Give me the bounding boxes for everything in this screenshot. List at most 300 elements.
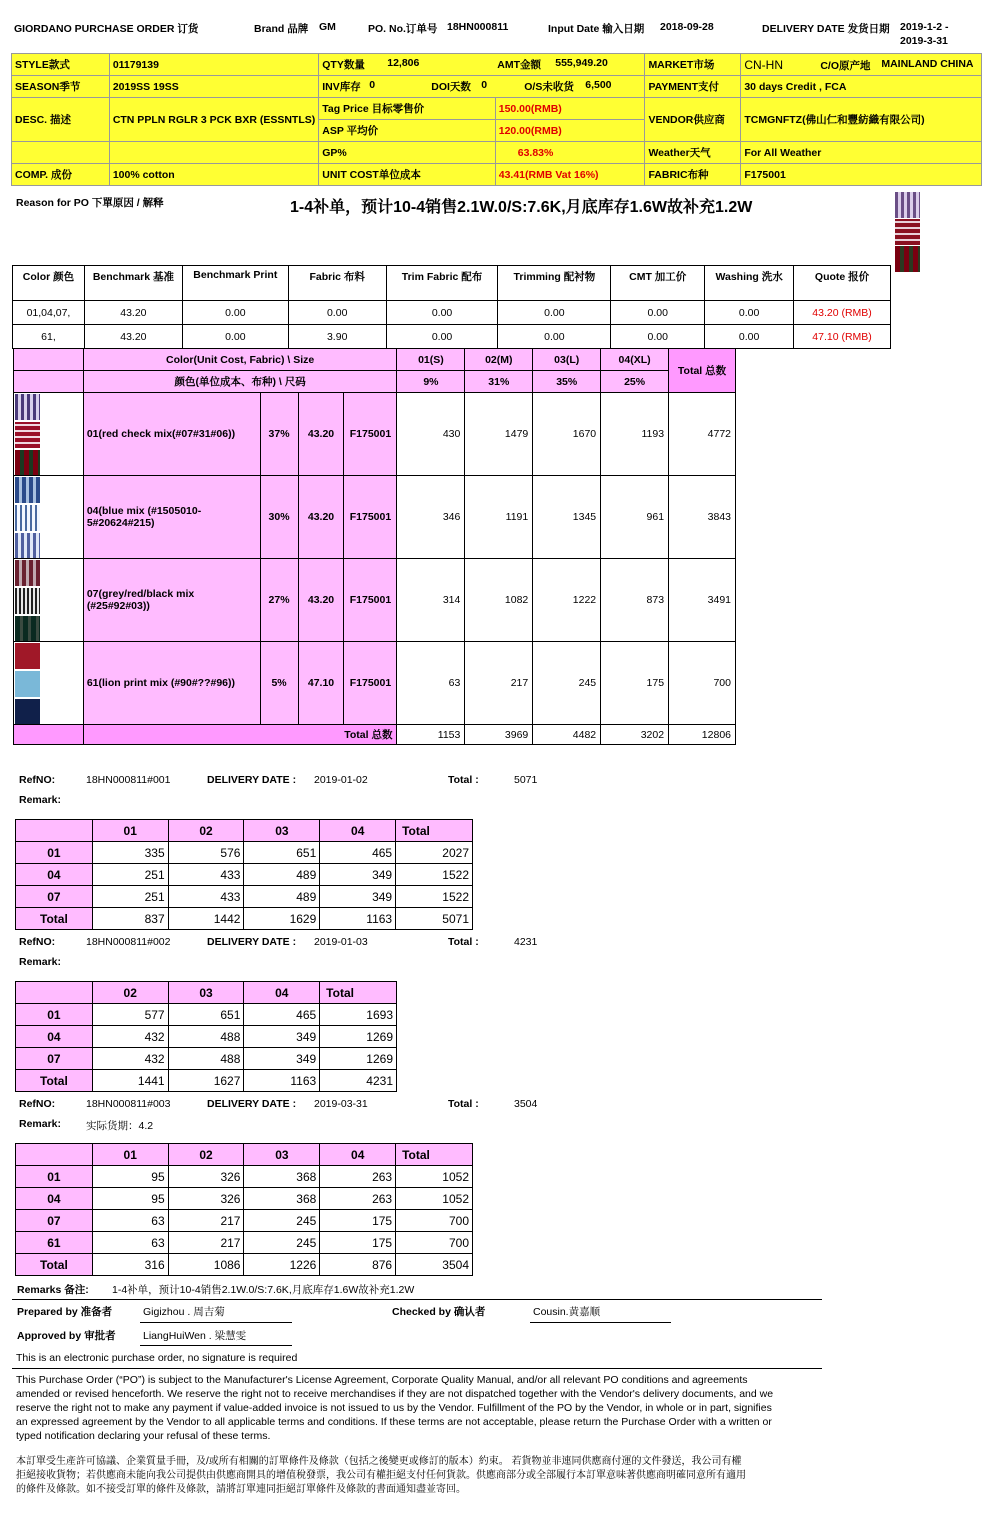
color-swatch-cell [14, 393, 84, 476]
qty-cell: 1191 [465, 476, 533, 559]
cell: 1086 [168, 1254, 244, 1276]
size-pct: 25% [601, 371, 669, 393]
reason-label: Reason for PO 下單原因 / 解释 [16, 197, 164, 209]
cost-header: Benchmark Print [182, 266, 288, 301]
col-header: 02 [92, 982, 168, 1004]
cell: 217 [168, 1232, 244, 1254]
qty-cell: 175 [601, 642, 669, 725]
cell: 433 [168, 886, 244, 908]
ref-001-table [15, 819, 473, 930]
qty-cell: 63 [397, 642, 465, 725]
row-label: 07 [16, 1048, 93, 1070]
cost-header: Quote 报价 [794, 266, 891, 301]
style-label: STYLE款式 [12, 54, 110, 76]
cell: 263 [320, 1166, 396, 1188]
cell: 63 [92, 1232, 168, 1254]
cell: 368 [244, 1188, 320, 1210]
ref-delivery-date: 2019-03-31 [314, 1098, 368, 1110]
terms-line: an expressed agreement by the Vendor to all applicable terms and conditions. If these terms are not acceptable, please return the Purchase Order with a written or [16, 1416, 772, 1428]
po-number-label: PO. No.订单号 [368, 23, 438, 35]
qty-cell: 1670 [533, 393, 601, 476]
cell: 1052 [396, 1166, 473, 1188]
table-row [16, 1210, 473, 1232]
table-row [16, 1048, 397, 1070]
col-header: Total [320, 982, 397, 1004]
cell: 700 [396, 1232, 473, 1254]
col-header: Total [396, 820, 473, 842]
amt-value: 555,949.20 [555, 57, 608, 69]
col-header: 01 [92, 1144, 168, 1166]
remark-label: Remark: [19, 1118, 62, 1130]
row-label: 07 [16, 886, 93, 908]
cell: 95 [92, 1188, 168, 1210]
cell: 245 [244, 1232, 320, 1254]
table-row [16, 1026, 397, 1048]
tag-price-value: 150.00(RMB) [495, 98, 645, 120]
qty-label: QTY数量 [322, 59, 365, 71]
swatch-red-print [15, 643, 40, 669]
size-pct: 9% [397, 371, 465, 393]
size-name: 03(L) [533, 349, 601, 371]
brand-label: Brand 品牌 [254, 23, 309, 35]
col-header: Total [396, 1144, 473, 1166]
cell: 3504 [396, 1254, 473, 1276]
color-swatch-cell [14, 476, 84, 559]
cell: 1269 [320, 1048, 397, 1070]
cell: 489 [244, 886, 320, 908]
asp-label: ASP 平均价 [319, 120, 496, 142]
row-label: 04 [16, 1188, 93, 1210]
po-title: GIORDANO PURCHASE ORDER 订货 [14, 23, 199, 35]
size-total-header: Total 总数 [669, 349, 736, 393]
os-label: O/S未收货 [524, 81, 574, 93]
swatch-dark-plaid [15, 450, 40, 475]
row-label: 04 [16, 1026, 93, 1048]
po-number: 18HN000811 [447, 21, 509, 33]
payment-value: 30 days Credit , FCA [741, 76, 982, 98]
color-name: 01(red check mix(#07#31#06)) [83, 393, 260, 476]
cell: 876 [320, 1254, 396, 1276]
cell: 63 [92, 1210, 168, 1232]
color-fabric: F175001 [344, 642, 397, 725]
cost-cell: 3.90 [288, 325, 386, 349]
refno: 18HN000811#002 [86, 936, 171, 948]
cost-table [12, 265, 891, 349]
col-header: 04 [244, 982, 320, 1004]
cost-cell: 43.20 [84, 301, 182, 325]
cell: 368 [244, 1166, 320, 1188]
cell: 326 [168, 1188, 244, 1210]
cell: 432 [92, 1026, 168, 1048]
quote-cell: 43.20 (RMB) [794, 301, 891, 325]
cost-cell: 0.00 [498, 325, 611, 349]
cell: 316 [92, 1254, 168, 1276]
qty-cell: 1082 [465, 559, 533, 642]
remark-label: Remark: [19, 956, 62, 968]
refno-label: RefNO: [19, 1098, 56, 1110]
size-total-label: Total 总数 [83, 725, 397, 745]
fabric-value: F175001 [741, 164, 982, 186]
qty-cell: 961 [601, 476, 669, 559]
cost-row [13, 325, 891, 349]
row-label: 01 [16, 1004, 93, 1026]
swatch-purple-check [15, 394, 40, 420]
row-label: 61 [16, 1232, 93, 1254]
cell: 1226 [244, 1254, 320, 1276]
cost-cell: 0.00 [386, 301, 498, 325]
amt-label: AMT金额 [497, 59, 541, 71]
swatch-blue-stripe [15, 477, 40, 503]
refno-label: RefNO: [19, 936, 56, 948]
doi-label: DOI天数 [431, 81, 471, 93]
terms-line: 拒絕接收貨物；若供應商未能向我公司提供由供應商開具的增值稅發票，我公司有權拒絕支付任何貨款。供應商部分或全部履行本訂單意味著供應商明確同意所有適用 [16, 1470, 746, 1481]
size-total: 4482 [533, 725, 601, 745]
ref-delivery-label: DELIVERY DATE : [207, 774, 297, 786]
color-cost: 43.20 [298, 559, 344, 642]
cost-cell: 0.00 [611, 301, 705, 325]
origin-value: MAINLAND CHINA [881, 57, 974, 70]
tag-price-label: Tag Price 目标零售价 [319, 98, 496, 120]
row-label: 01 [16, 842, 93, 864]
terms-line: typed notification declaring your refusal of these terms. [16, 1430, 271, 1442]
cell: 263 [320, 1188, 396, 1210]
swatch-dark-green [15, 616, 40, 641]
cost-cell: 0.00 [705, 325, 794, 349]
swatch-light-blue-stripe [15, 505, 40, 531]
table-row [16, 1166, 473, 1188]
fabric-label: FABRIC布种 [645, 164, 741, 186]
cell: 95 [92, 1166, 168, 1188]
checked-label: Checked by 确认者 [392, 1306, 486, 1318]
cell: 217 [168, 1210, 244, 1232]
refno: 18HN000811#001 [86, 774, 171, 786]
color-name: 07(grey/red/black mix (#25#92#03)) [83, 559, 260, 642]
col-header: 02 [168, 1144, 244, 1166]
divider [12, 1368, 822, 1369]
swatch-red-check [15, 422, 40, 448]
color-name: 61(lion print mix (#90#??#96)) [83, 642, 260, 725]
payment-label: PAYMENT支付 [645, 76, 741, 98]
size-name: 04(XL) [601, 349, 669, 371]
size-name: 02(M) [465, 349, 533, 371]
row-label: 01 [16, 1166, 93, 1188]
approved-by: LiangHuiWen . 梁慧雯 [143, 1330, 247, 1342]
cell: 577 [92, 1004, 168, 1026]
col-header: 02 [168, 820, 244, 842]
cost-cell: 0.00 [705, 301, 794, 325]
signature-line [140, 1322, 292, 1323]
ref-delivery-label: DELIVERY DATE : [207, 936, 297, 948]
signature-line [140, 1345, 292, 1346]
terms-en [16, 1373, 816, 1443]
desc-value: CTN PPLN RGLR 3 PCK BXR (ESSNTLS) [109, 98, 318, 142]
ref-delivery-label: DELIVERY DATE : [207, 1098, 297, 1110]
swatch-black-white [15, 588, 40, 614]
cost-cell: 0.00 [386, 325, 498, 349]
size-total: 1153 [397, 725, 465, 745]
qty-cell: 873 [601, 559, 669, 642]
swatch-dark-red-plaid [895, 246, 920, 272]
cell: 432 [92, 1048, 168, 1070]
size-head-en: Color(Unit Cost, Fabric) \ Size [83, 349, 397, 371]
refno: 18HN000811#003 [86, 1098, 171, 1110]
os-value: 6,500 [585, 79, 612, 91]
col-header: 01 [92, 820, 168, 842]
size-pct: 31% [465, 371, 533, 393]
table-row [16, 1188, 473, 1210]
prepared-label: Prepared by 准备者 [17, 1306, 113, 1318]
row-label: Total [16, 908, 93, 930]
input-date-label: Input Date 输入日期 [548, 23, 645, 35]
comp-label: COMP. 成份 [12, 164, 110, 186]
remark-label: Remark: [19, 794, 62, 806]
terms-line: 的條件及條款。如不接受訂單的條件及條款，請將訂單連同拒絕訂單條件及條款的書面通知盡並寄回。 [16, 1484, 466, 1495]
inv-value: 0 [369, 79, 376, 91]
cost-header: Benchmark 基准 [84, 266, 182, 301]
color-fabric: F175001 [344, 476, 397, 559]
color-pct: 5% [260, 642, 298, 725]
ref-delivery-date: 2019-01-03 [314, 936, 368, 948]
ref-total: 5071 [514, 774, 538, 786]
cost-cell: 01,04,07, [13, 301, 85, 325]
cell: 651 [168, 1004, 244, 1026]
brand-value: GM [319, 21, 336, 33]
color-swatch-cell [14, 559, 84, 642]
ref-total: 4231 [514, 936, 538, 948]
col-header: 03 [244, 820, 320, 842]
cost-row [13, 301, 891, 325]
color-cost: 43.20 [298, 393, 344, 476]
cell: 335 [92, 842, 168, 864]
color-pct: 27% [260, 559, 298, 642]
color-row [14, 393, 736, 476]
cell: 1269 [320, 1026, 397, 1048]
cell: 349 [244, 1048, 320, 1070]
input-date: 2018-09-28 [660, 21, 714, 33]
row-total: 700 [669, 642, 736, 725]
reason-text: 1-4补单，预计10-4销售2.1W.0/S:7.6K,月底库存1.6W故补充1.2W [290, 199, 753, 216]
cell: 1163 [320, 908, 396, 930]
size-total: 3969 [465, 725, 533, 745]
cell: 1522 [396, 886, 473, 908]
cell: 837 [92, 908, 168, 930]
table-row [16, 886, 473, 908]
unit-cost-value: 43.41(RMB Vat 16%) [495, 164, 645, 186]
quote-cell: 47.10 (RMB) [794, 325, 891, 349]
color-swatch-cell [14, 642, 84, 725]
cell: 433 [168, 864, 244, 886]
terms-line: reserve the right not to make any payment if value-added invoice is not issued to us by the Vendor. Fulfillment of the PO by the Vendor, in whole or in part, signifies [16, 1402, 772, 1414]
table-row [16, 842, 473, 864]
color-row [14, 476, 736, 559]
cost-cell: 0.00 [288, 301, 386, 325]
terms-line: 本訂單受生產許可協議、企業質量手冊，及/或所有相關的訂單條件及條款（包括之後變更或修訂的版本）約束。 若貨物並非連同供應商付運的文件發送，我公司有權 [16, 1456, 742, 1467]
ref-total: 3504 [514, 1098, 538, 1110]
cost-cell: 0.00 [182, 301, 288, 325]
terms-line: This Purchase Order (“PO”) is subject to the Manufacturer's License Agreement, Corporate Quality Manual, and/or all relevant PO conditions and agreements [16, 1374, 748, 1386]
cell: 700 [396, 1210, 473, 1232]
swatch-blue-check [15, 533, 40, 558]
color-pct: 37% [260, 393, 298, 476]
divider [12, 1299, 822, 1300]
row-label: Total [16, 1070, 93, 1092]
ref-002-table [15, 981, 397, 1092]
cell: 1442 [168, 908, 244, 930]
color-row [14, 559, 736, 642]
size-total: 3202 [601, 725, 669, 745]
table-row [16, 1070, 397, 1092]
color-fabric: F175001 [344, 393, 397, 476]
cell: 175 [320, 1210, 396, 1232]
cell: 489 [244, 864, 320, 886]
qty-cell: 346 [397, 476, 465, 559]
origin-label: C/O原产地 [820, 59, 871, 72]
remark-text: 实际货期：4.2 [86, 1120, 154, 1132]
col-header: 03 [168, 982, 244, 1004]
asp-value: 120.00(RMB) [495, 120, 645, 142]
cell: 576 [168, 842, 244, 864]
col-header: 04 [320, 820, 396, 842]
cost-cell: 0.00 [611, 325, 705, 349]
row-label: 04 [16, 864, 93, 886]
cell: 4231 [320, 1070, 397, 1092]
color-cost: 43.20 [298, 476, 344, 559]
gp-label: GP% [319, 142, 496, 164]
vendor-label: VENDOR供应商 [645, 98, 741, 142]
cell: 465 [244, 1004, 320, 1026]
cell: 488 [168, 1026, 244, 1048]
refno-label: RefNO: [19, 774, 56, 786]
signature-line [530, 1322, 671, 1323]
qty-cell: 1222 [533, 559, 601, 642]
weather-label: Weather天气 [645, 142, 741, 164]
cell: 488 [168, 1048, 244, 1070]
table-row [16, 1232, 473, 1254]
season-value: 2019SS 19SS [109, 76, 318, 98]
col-header: 03 [244, 1144, 320, 1166]
cell: 1522 [396, 864, 473, 886]
ref-delivery-date: 2019-01-02 [314, 774, 368, 786]
season-label: SEASON季节 [12, 76, 110, 98]
qty-value: 12,806 [387, 57, 420, 69]
col-header: 04 [320, 1144, 396, 1166]
terms-line: amended or revised henceforth. We reserve the right not to receive merchandises if they are not dispatched together with the Vendor's delivery documents, and we [16, 1388, 774, 1400]
cell: 1629 [244, 908, 320, 930]
row-total: 3491 [669, 559, 736, 642]
fabric-swatches [895, 192, 920, 274]
cell: 245 [244, 1210, 320, 1232]
cell: 1052 [396, 1188, 473, 1210]
ref-total-label: Total : [448, 1098, 479, 1110]
gp-value: 63.83% [495, 142, 645, 164]
cell: 465 [320, 842, 396, 864]
ref-total-label: Total : [448, 774, 479, 786]
qty-cell: 245 [533, 642, 601, 725]
swatch-purple-check [895, 192, 920, 218]
table-row [16, 1254, 473, 1276]
qty-cell: 1479 [465, 393, 533, 476]
qty-cell: 1193 [601, 393, 669, 476]
qty-cell: 217 [465, 642, 533, 725]
cell: 1441 [92, 1070, 168, 1092]
cell: 349 [320, 886, 396, 908]
cell: 1693 [320, 1004, 397, 1026]
color-row [14, 642, 736, 725]
size-pct: 35% [533, 371, 601, 393]
po-info-table [11, 53, 982, 186]
electronic-note: This is an electronic purchase order, no signature is required [16, 1352, 298, 1364]
cell: 349 [244, 1026, 320, 1048]
grand-total: 12806 [669, 725, 736, 745]
delivery-date-end: 2019-3-31 [900, 35, 948, 47]
vendor-value: TCMGNFTZ(佛山仁和豐紡織有限公司) [741, 98, 982, 142]
size-total-row [14, 725, 736, 745]
color-fabric: F175001 [344, 559, 397, 642]
table-row [16, 908, 473, 930]
style-value: 01179139 [109, 54, 318, 76]
cell: 251 [92, 864, 168, 886]
cost-cell: 61, [13, 325, 85, 349]
swatch-grey-red [15, 560, 40, 586]
ref-total-label: Total : [448, 936, 479, 948]
table-row [16, 1004, 397, 1026]
cost-cell: 0.00 [498, 301, 611, 325]
cost-header: Color 颜色 [13, 266, 85, 301]
cell: 175 [320, 1232, 396, 1254]
terms-cn [16, 1455, 826, 1497]
remarks-label: Remarks 备注: [17, 1284, 89, 1296]
qty-cell: 1345 [533, 476, 601, 559]
swatch-navy-print [15, 699, 40, 724]
size-head-cn: 颜色(单位成本、布种) \ 尺码 [83, 371, 397, 393]
delivery-date-start: 2019-1-2 - [900, 21, 949, 33]
approved-label: Approved by 审批者 [17, 1330, 116, 1342]
qty-cell: 314 [397, 559, 465, 642]
row-total: 3843 [669, 476, 736, 559]
cell: 1163 [244, 1070, 320, 1092]
cell: 1627 [168, 1070, 244, 1092]
cost-header: CMT 加工价 [611, 266, 705, 301]
swatch-light-blue-print [15, 671, 40, 697]
row-label: Total [16, 1254, 93, 1276]
cell: 5071 [396, 908, 473, 930]
delivery-date-label: DELIVERY DATE 发货日期 [762, 23, 890, 35]
table-row [16, 864, 473, 886]
row-label: 07 [16, 1210, 93, 1232]
cell: 349 [320, 864, 396, 886]
swatch-red-check [895, 219, 920, 245]
cell: 651 [244, 842, 320, 864]
cost-cell: 0.00 [182, 325, 288, 349]
weather-value: For All Weather [741, 142, 982, 164]
size-breakdown-table [13, 348, 736, 745]
qty-cell: 430 [397, 393, 465, 476]
inv-label: INV库存 [322, 81, 361, 93]
cost-header: Fabric 布料 [288, 266, 386, 301]
cell: 2027 [396, 842, 473, 864]
cell: 251 [92, 886, 168, 908]
cell: 326 [168, 1166, 244, 1188]
unit-cost-label: UNIT COST单位成本 [319, 164, 496, 186]
size-name: 01(S) [397, 349, 465, 371]
cost-header: Trimming 配衬物 [498, 266, 611, 301]
cost-header-row [13, 266, 891, 301]
cost-cell: 43.20 [84, 325, 182, 349]
color-cost: 47.10 [298, 642, 344, 725]
checked-by: Cousin.黄嘉顺 [533, 1306, 601, 1318]
remarks-text: 1-4补单，预计10-4销售2.1W.0/S:7.6K,月底库存1.6W故补充1.2W [112, 1284, 415, 1296]
doi-value: 0 [481, 79, 488, 91]
